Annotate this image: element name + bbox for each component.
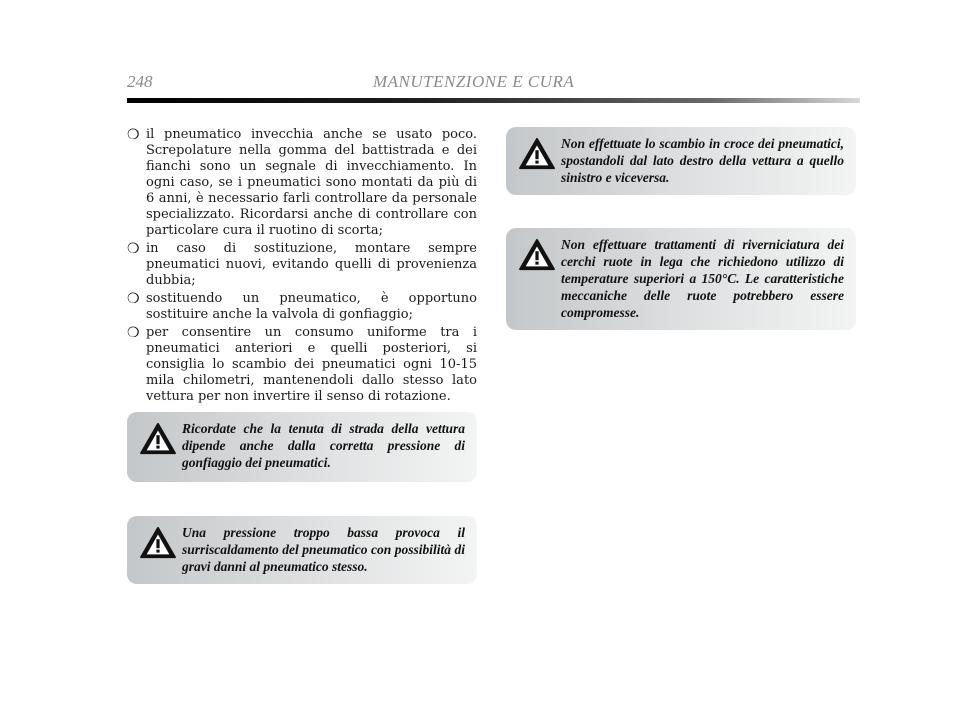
warning-box-road-holding: [127, 412, 477, 482]
page-number: 248: [127, 72, 153, 91]
bullet-text: per consentire un consumo uniforme tra i pneumatici anteriori e quelli posteriori, si consiglia lo scambio dei pneumatici ogni 10-15 mila chilometri, mantenendoli dallo stesso lato vettura per non invertire il senso di rotazione.: [146, 325, 477, 404]
warning-triangle-icon: [139, 526, 177, 560]
bullet-text: il pneumatico invecchia anche se usato poco. Screpolature nella gomma del battistrada e dei fianchi sono un segnale di invecchiamento. In ogni caso, se i pneumatici sono montati da più di 6 anni, è necessario farli controllare da personale specializzato. Ricordarsi anche di controllare con particolare cura il ruotino di scorta;: [146, 127, 477, 238]
list-item: [127, 127, 477, 239]
warning-text: Non effettuare trattamenti di riverniciatura dei cerchi ruote in lega che richiedono utilizzo di temperature superiori a 150°C. Le caratteristiche meccaniche delle ruote potrebbero essere compromesse.: [561, 237, 844, 320]
warning-box-repainting: [506, 228, 856, 330]
warning-triangle-icon: [139, 422, 177, 456]
bullet-marker: ❍: [127, 325, 140, 341]
bullet-marker: ❍: [127, 241, 140, 257]
list-item: [127, 325, 477, 405]
warning-text: Non effettuate lo scambio in croce dei pneumatici, spostandoli dal lato destro della vettura a quello sinistro e viceversa.: [561, 136, 844, 185]
warning-text: Una pressione troppo bassa provoca il surriscaldamento del pneumatico con possibilità di gravi danni al pneumatico stesso.: [182, 525, 465, 574]
header-rule: [127, 98, 860, 103]
bullet-list: [127, 127, 477, 407]
warning-triangle-icon: [518, 137, 556, 171]
warning-triangle-icon: [518, 238, 556, 272]
warning-box-low-pressure: [127, 516, 477, 584]
bullet-marker: ❍: [127, 291, 140, 307]
bullet-text: sostituendo un pneumatico, è opportuno sostituire anche la valvola di gonfiaggio;: [146, 291, 477, 322]
warning-text: Ricordate che la tenuta di strada della vettura dipende anche dalla corretta pressione di gonfiaggio dei pneumatici.: [182, 421, 465, 470]
list-item: [127, 291, 477, 323]
bullet-text: in caso di sostituzione, montare sempre pneumatici nuovi, evitando quelli di provenienza dubbia;: [146, 241, 477, 288]
bullet-marker: ❍: [127, 127, 140, 143]
section-title: MANUTENZIONE E CURA: [373, 72, 575, 91]
list-item: [127, 241, 477, 289]
warning-box-cross-swap: [506, 127, 856, 195]
